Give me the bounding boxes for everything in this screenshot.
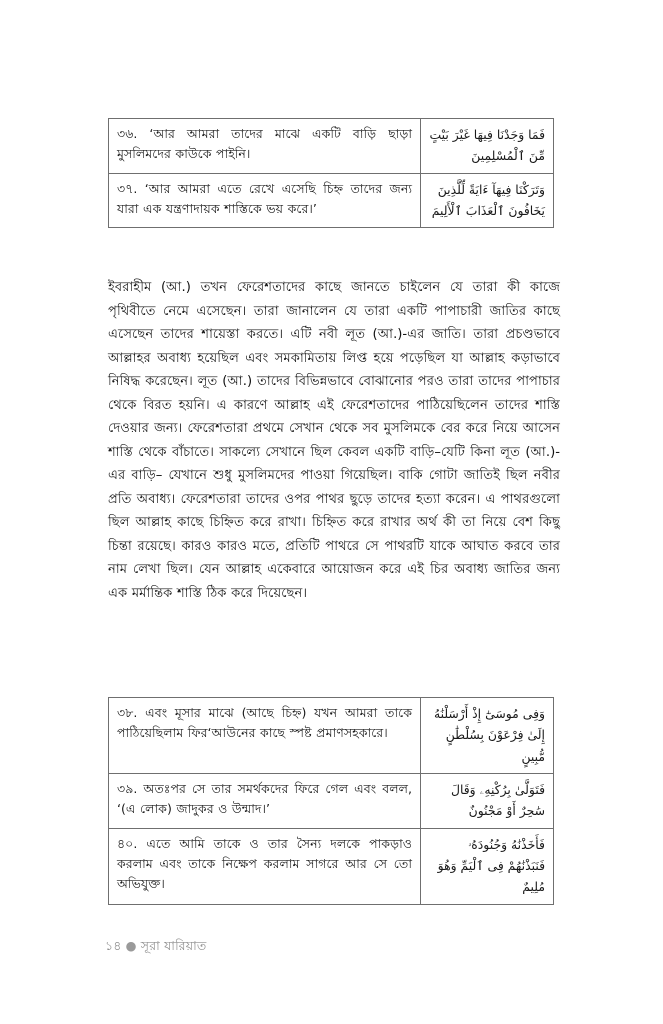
verse-translation-36: ৩৬. ‘আর আমরা তাদের মাঝে একটি বাড়ি ছাড়া মুসলিমদের কাউকে পাইনি। — [109, 119, 421, 174]
footer-surah-name: সূরা যারিয়াত — [140, 938, 207, 953]
table-row — [109, 828, 554, 904]
verse-translation-37: ৩৭. ‘আর আমরা এতে রেখে এসেছি চিহ্ন তাদের জন্য যারা এক যন্ত্রণাদায়ক শাস্তিকে ভয় করে।’ — [109, 173, 421, 228]
verse-arabic-36: فَمَا وَجَدْنَا فِيهَا غَيْرَ بَيْتٍ مِّنَ ٱلْمُسْلِمِينَ — [421, 119, 554, 174]
verse-table-bottom — [108, 697, 554, 905]
verse-table-top — [108, 118, 554, 228]
verse-translation-40: ৪০. এতে আমি তাকে ও তার সৈন্য দলকে পাকড়াও করলাম এবং তাকে নিক্ষেপ করলাম সাগরে আর সে তো অভিযুক্ত। — [109, 828, 421, 904]
table-row — [109, 173, 554, 228]
page-footer — [105, 938, 207, 958]
commentary-paragraph: ইবরাহীম (আ.) তখন ফেরেশতাদের কাছে জানতে চাইলেন যে তারা কী কাজে পৃথিবীতে নেমে এসেছেন। তারা জানালেন যে তারা একটি পাপাচারী জাতির কাছে এসেছেন তাদের শায়েস্তা করতে। এটি নবী লূত (আ.)-এর জাতি। তারা প্রচণ্ডভাবে আল্লাহর অবাধ্য হয়েছিল এবং সমকামিতায় লিপ্ত হয়ে পড়েছিল যা আল্লাহ কড়াভাবে নিষিদ্ধ করেছেন। লূত (আ.) তাদের বিভিন্নভাবে বোঝানোর পরও তারা তাদের পাপাচার থেকে বিরত হয়নি। এ কারণে আল্লাহ এই ফেরেশতাদের পাঠিয়েছিলেন তাদের শাস্তি দেওয়ার জন্য। ফেরেশতারা প্রথমে সেখান থেকে সব মুসলিমকে বের করে নিয়ে আসেন শাস্তি থেকে বাঁচাতে। সাকল্যে সেখানে ছিল কেবল একটি বাড়ি–যেটি কিনা লূত (আ.)-এর বাড়ি– যেখানে শুধু মুসলিমদের পাওয়া গিয়েছিল। বাকি গোটা জাতিই ছিল নবীর প্রতি অবাধ্য। ফেরেশতারা তাদের ওপর পাথর ছুড়ে তাদের হত্যা করেন। এ পাথরগুলো ছিল আল্লাহ কাছে চিহ্নিত করে রাখা। চিহ্নিত করে রাখার অর্থ কী তা নিয়ে বেশ কিছু চিন্তা রয়েছে। কারও কারও মতে, প্রতিটি পাথরে সে পাথরটি যাকে আঘাত করবে তার নাম লেখা ছিল। যেন আল্লাহ একেবারে আয়োজন করে এই চির অবাধ্য জাতির জন্য এক মর্মান্তিক শাস্তি ঠিক করে দিয়েছেন। — [108, 280, 560, 601]
verse-translation-38: ৩৮. এবং মূসার মাঝে (আছে চিহ্ন) যখন আমরা তাকে পাঠিয়েছিলাম ফির‘আউনের কাছে স্পষ্ট প্রমাণসহকারে। — [109, 698, 421, 774]
verse-arabic-40: فَأَخَذْنَٰهُ وَجُنُودَهُۥ فَنَبَذْنَٰهُمْ فِى ٱلْيَمِّ وَهُوَ مُلِيمٌ — [421, 828, 554, 904]
verse-arabic-38: وَفِى مُوسَىٰٓ إِذْ أَرْسَلْنَٰهُ إِلَىٰ فِرْعَوْنَ بِسُلْطَٰنٍ مُّبِينٍ — [421, 698, 554, 774]
verse-translation-39: ৩৯. অতঃপর সে তার সমর্থকদের ফিরে গেল এবং বলল, ‘(এ লোক) জাদুকর ও উন্মাদ।’ — [109, 773, 421, 828]
table-row — [109, 119, 554, 174]
table-row — [109, 773, 554, 828]
footer-page-number: ১৪ — [105, 938, 122, 953]
table-row — [109, 698, 554, 774]
verse-arabic-39: فَتَوَلَّىٰ بِرُكْنِهِۦ وَقَالَ سَٰحِرٌ أَوْ مَجْنُونٌ — [421, 773, 554, 828]
verse-arabic-37: وَتَرَكْنَا فِيهَآ ءَايَةً لِّلَّذِينَ يَخَافُونَ ٱلْعَذَابَ ٱلْأَلِيمَ — [421, 173, 554, 228]
bullet-icon: ● — [125, 938, 137, 953]
